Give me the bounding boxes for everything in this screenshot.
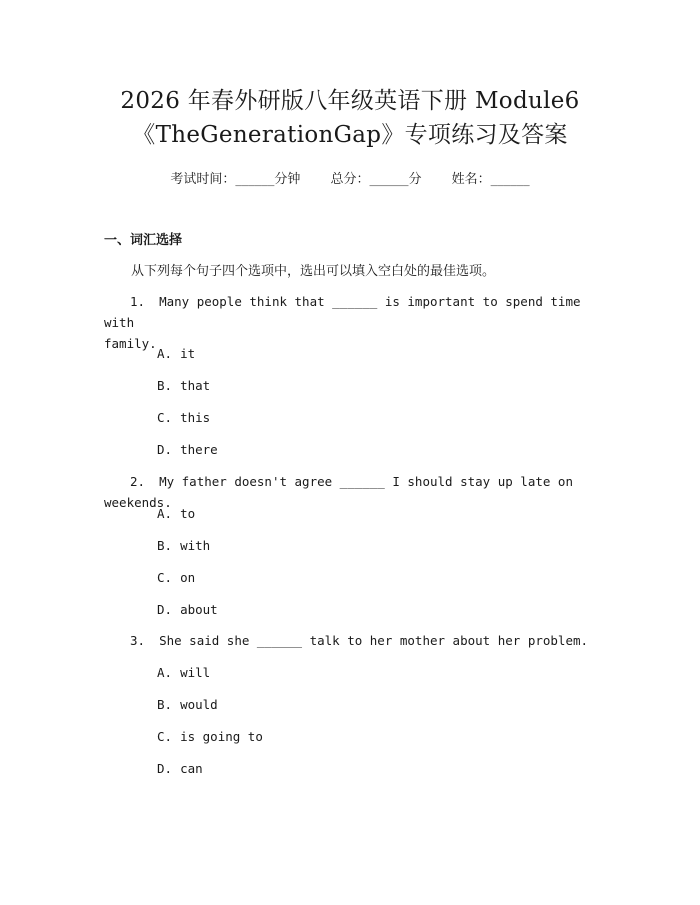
question-1 [104, 291, 604, 354]
option-letter: D. [157, 761, 173, 776]
exam-info [0, 168, 700, 187]
option [157, 761, 203, 776]
option [157, 570, 195, 585]
question-number: 2. [130, 474, 146, 489]
option [157, 346, 195, 361]
option-letter: C. [157, 570, 173, 585]
option [157, 697, 218, 712]
exam-total-score: 总分：______分 [330, 172, 422, 187]
option-letter: D. [157, 602, 173, 617]
question-text-line: She said she ______ talk to her mother about her problem. [159, 633, 589, 648]
option-letter: A. [157, 665, 173, 680]
option-text: would [180, 697, 218, 712]
option-text: on [180, 570, 196, 585]
question-text-line: family. [104, 336, 157, 351]
section-heading: 一、词汇选择 [104, 233, 183, 248]
option [157, 442, 218, 457]
option [157, 602, 218, 617]
question-text-line: My father doesn't agree ______ I should stay up late on weekends. [104, 474, 573, 510]
option [157, 410, 210, 425]
question-number: 3. [130, 633, 146, 648]
option-text: to [180, 506, 196, 521]
question-text-line: Many people think that ______ is important to spend time with [104, 294, 581, 330]
option-text: this [180, 410, 211, 425]
option [157, 378, 210, 393]
option-text: it [180, 346, 196, 361]
document-title-line-2: 《TheGenerationGap》专项练习及答案 [132, 122, 568, 148]
option [157, 538, 210, 553]
option-text: can [180, 761, 203, 776]
option-letter: B. [157, 378, 173, 393]
option-text: with [180, 538, 211, 553]
question-3 [104, 630, 604, 651]
option-text: about [180, 602, 218, 617]
option [157, 729, 263, 744]
student-name: 姓名：______ [451, 172, 530, 187]
option-text: is going to [180, 729, 263, 744]
option-letter: A. [157, 346, 173, 361]
option [157, 506, 195, 521]
option [157, 665, 210, 680]
option-letter: D. [157, 442, 173, 457]
option-text: will [180, 665, 211, 680]
option-letter: A. [157, 506, 173, 521]
question-number: 1. [130, 294, 146, 309]
section-instruction: 从下列每个句子四个选项中，选出可以填入空白处的最佳选项。 [131, 264, 496, 279]
option-letter: C. [157, 410, 173, 425]
option-text: that [180, 378, 211, 393]
option-letter: B. [157, 538, 173, 553]
option-letter: B. [157, 697, 173, 712]
exam-time: 考试时间：______分钟 [170, 172, 301, 187]
option-letter: C. [157, 729, 173, 744]
document-title-line-1: 2026 年春外研版八年级英语下册 Module6 [120, 88, 580, 114]
option-text: there [180, 442, 218, 457]
